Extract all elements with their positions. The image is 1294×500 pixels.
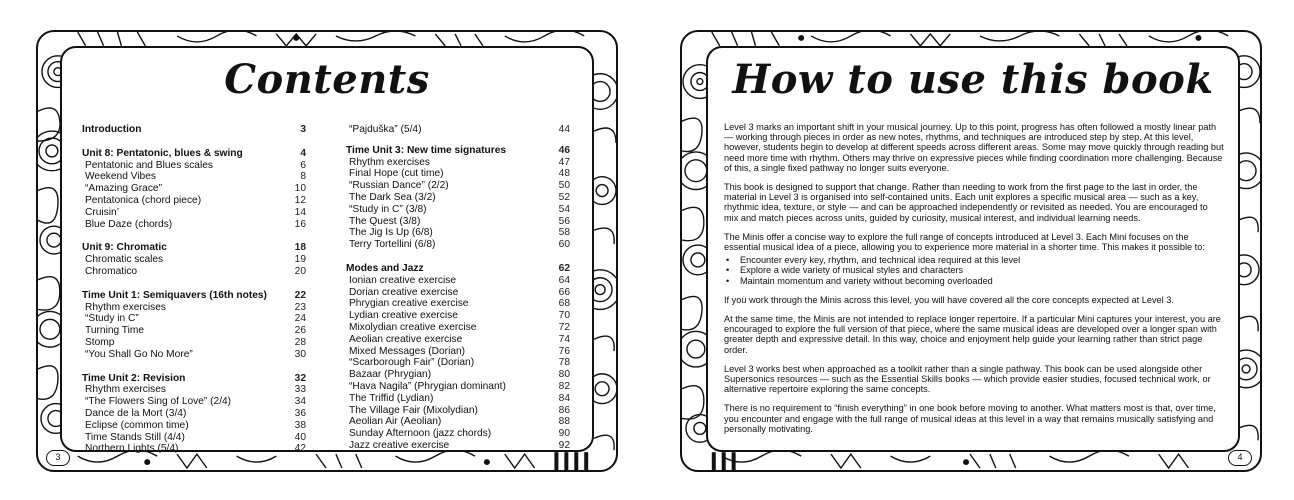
- toc-entry-page: 86: [558, 404, 570, 416]
- toc-entry: [82, 349, 306, 361]
- toc-entry: [82, 219, 306, 231]
- toc-entry-title: Pentatonic and Blues scales: [85, 159, 213, 171]
- toc-entry-page: 92: [558, 439, 570, 451]
- toc-entry-title: Blue Daze (chords): [85, 218, 173, 230]
- toc-entry-page: 8: [300, 171, 306, 183]
- toc-entry-title: The Triffid (Lydian): [349, 392, 434, 404]
- toc-entry-title: Modes and Jazz: [346, 262, 424, 274]
- toc-entry-title: Rhythm exercises: [85, 384, 166, 396]
- toc-entry-page: 48: [558, 168, 570, 180]
- toc-column-1: [82, 124, 306, 455]
- toc-entry-page: 58: [558, 227, 570, 239]
- toc-entry-page: 82: [558, 380, 570, 392]
- toc-entry: [82, 408, 306, 420]
- toc-entry-title: Time Unit 3: New time signatures: [346, 144, 507, 156]
- page-number: 3: [46, 450, 70, 466]
- toc-entry-title: Dance de la Mort (3/4): [85, 407, 187, 419]
- toc-entry-page: 54: [558, 203, 570, 215]
- toc-entry-page: 19: [294, 254, 306, 266]
- toc-entry-title: Aeolian creative exercise: [349, 333, 463, 345]
- toc-entry: [82, 443, 306, 455]
- toc-entry-page: 50: [558, 180, 570, 192]
- page-number: 4: [1228, 450, 1252, 466]
- toc-section-heading: [82, 242, 306, 254]
- toc-entry: [346, 192, 570, 204]
- toc-section-heading: [346, 145, 570, 157]
- toc-entry-title: Unit 9: Chromatic: [82, 242, 167, 254]
- toc-entry-title: “Scarborough Fair” (Dorian): [349, 357, 475, 369]
- toc-entry-title: Stomp: [85, 336, 115, 348]
- toc-entry-title: “The Flowers Sing of Love” (2/4): [85, 396, 232, 408]
- toc-entry-page: 64: [558, 274, 570, 286]
- toc-entry: [82, 183, 306, 195]
- paragraph: The Minis offer a concise way to explore the full range of concepts introduced at Level 3. Each Mini focuses on the essential musical idea of a piece, allowing you to experience more material in a shorter time. This makes it possible to:: [724, 231, 1205, 253]
- toc-entry-page: 6: [300, 159, 306, 171]
- toc-entry-title: Time Unit 2: Revision: [82, 372, 186, 384]
- toc-entry-page: 22: [294, 289, 306, 301]
- toc-entry: [346, 204, 570, 216]
- toc-spacer: [82, 136, 306, 148]
- toc-entry: [346, 381, 570, 393]
- toc-spacer: [82, 278, 306, 290]
- how-to-panel: [706, 46, 1240, 452]
- toc-entry-page: 68: [558, 298, 570, 310]
- toc-entry-title: “You Shall Go No More”: [85, 348, 193, 360]
- toc-section-heading: [82, 290, 306, 302]
- toc-entry-title: Final Hope (cut time): [349, 168, 444, 180]
- toc-entry-title: Dorian creative exercise: [349, 286, 459, 298]
- toc-entry-title: Rhythm exercises: [349, 156, 430, 168]
- toc-entry: [346, 440, 570, 452]
- toc-entry: [82, 266, 306, 278]
- toc-section-heading: [82, 148, 306, 160]
- toc-entry: [82, 207, 306, 219]
- toc-entry-page: 60: [558, 239, 570, 251]
- toc-entry: [82, 432, 306, 444]
- toc-entry-title: Lydian creative exercise: [349, 310, 458, 322]
- toc-entry-title: Ionian creative exercise: [349, 274, 457, 286]
- toc-entry: [346, 334, 570, 346]
- toc-entry-page: 24: [294, 313, 306, 325]
- toc-entry-page: 44: [558, 124, 570, 135]
- toc-entry: [82, 396, 306, 408]
- toc-entry-page: 47: [558, 156, 570, 168]
- page-title: How to use this book: [732, 56, 1214, 103]
- bullet-item: • Maintain momentum and variety without becoming overloaded: [724, 276, 1224, 286]
- toc-entry: [346, 322, 570, 334]
- toc-entry-page: 42: [294, 443, 306, 455]
- toc-entry-title: Jazz creative exercise: [349, 439, 450, 451]
- toc-entry-title: Time Stands Still (4/4): [85, 431, 185, 443]
- toc-entry: [82, 302, 306, 314]
- toc-entry-title: Sunday Afternoon (jazz chords): [349, 428, 492, 440]
- toc-entry-page: 46: [558, 144, 570, 156]
- toc-entry-page: 70: [558, 310, 570, 322]
- toc-entry-title: The Village Fair (Mixolydian): [349, 404, 478, 416]
- toc-entry-title: The Jig Is Up (6/8): [349, 227, 433, 239]
- toc-entry-page: 80: [558, 369, 570, 381]
- toc-section-heading: [346, 263, 570, 275]
- toc-entry: [346, 227, 570, 239]
- bullet-item: • Explore a wide variety of musical styles and characters: [724, 265, 1224, 275]
- toc-entry-title: Eclipse (common time): [85, 419, 189, 431]
- contents-panel: [60, 46, 594, 455]
- toc-entry-title: Northern Lights (5/4): [85, 443, 179, 455]
- toc-entry-page: 88: [558, 416, 570, 428]
- toc-section-heading: [82, 373, 306, 385]
- toc-spacer: [82, 361, 306, 373]
- toc-entry: [346, 346, 570, 358]
- toc-entry: [82, 325, 306, 337]
- paragraph: If you work through the Minis across this level, you will have covered all the core concepts expected at Level 3.: [724, 294, 1174, 305]
- toc-entry: [346, 416, 570, 428]
- toc-entry-title: “Amazing Grace”: [85, 183, 162, 195]
- toc-entry-title: Turning Time: [85, 325, 145, 337]
- toc-entry-page: 66: [558, 286, 570, 298]
- toc-entry-title: The Dark Sea (3/2): [349, 191, 436, 203]
- toc-entry: [346, 428, 570, 440]
- paragraph: Level 3 marks an important shift in your musical journey. Up to this point, progress has often followed a mostly linear path — working through pieces in order as new notes, rhythms, and techniques are introduced step by step. At this level, however, students begin to develop at different speeds across different areas. Some may move quickly through reading but need more time with rhythm. Others may thrive on expressive pieces while finding coordination more challenging. Because of this, a single fixed pathway no longer suits everyone.: [724, 122, 1224, 173]
- toc-entry: [346, 168, 570, 180]
- toc-entry: [346, 393, 570, 405]
- toc-entry-title: Phrygian creative exercise: [349, 298, 469, 310]
- toc-entry-page: 56: [558, 215, 570, 227]
- toc-spacer: [82, 230, 306, 242]
- toc-entry-page: 10: [294, 183, 306, 195]
- toc-entry-page: 33: [294, 384, 306, 396]
- toc-entry-title: The Quest (3/8): [349, 215, 421, 227]
- toc-entry-page: 52: [558, 191, 570, 203]
- toc-entry: [82, 160, 306, 172]
- toc-entry-page: 23: [294, 301, 306, 313]
- toc-entry: [346, 298, 570, 310]
- toc-entry: [82, 420, 306, 432]
- toc-entry: [346, 157, 570, 169]
- toc-column-2: [346, 124, 570, 452]
- toc-entry: [82, 384, 306, 396]
- toc-entry: [346, 287, 570, 299]
- paragraph: There is no requirement to “finish everything” in one book before moving to another. What matters most is that, over time, you encounter and engage with the full range of musical ideas at this level in a way that remains musically satisfying and personally motivating.: [724, 403, 1216, 434]
- toc-entry-page: 76: [558, 345, 570, 357]
- page-title: Contents: [224, 56, 430, 103]
- toc-entry: [346, 180, 570, 192]
- toc-entry: [346, 357, 570, 369]
- toc-entry-title: “Russian Dance” (2/2): [349, 180, 449, 192]
- toc-entry-title: Mixed Messages (Dorian): [349, 345, 466, 357]
- toc-entry-page: 34: [294, 396, 306, 408]
- toc-entry: [346, 405, 570, 417]
- bullet-item: • Encounter every key, rhythm, and technical idea required at this level: [724, 255, 1224, 265]
- toc-entry: [346, 310, 570, 322]
- toc-entry-title: “Study in C” (3/8): [349, 203, 427, 215]
- toc-entry-page: 38: [294, 419, 306, 431]
- toc-entry: [346, 239, 570, 251]
- toc-entry-page: 32: [294, 372, 306, 384]
- toc-entry-title: “Study in C”: [85, 313, 139, 325]
- toc-entry: [82, 254, 306, 266]
- toc-entry-title: Pentatonica (chord piece): [85, 194, 202, 206]
- toc-spacer: [346, 136, 570, 145]
- paragraph: At the same time, the Minis are not intended to replace longer repertoire. If a particular Mini captures your interest, you are encouraged to explore the full version of that piece, where the same musical ideas are developed over a longer span with greater depth and expressive detail. In this way, choice and enjoyment help guide your learning rather than strict page order.: [724, 314, 1221, 355]
- toc-entry-title: Mixolydian creative exercise: [349, 321, 477, 333]
- toc-entry: [82, 337, 306, 349]
- toc-entry: [346, 275, 570, 287]
- toc-entry-title: Chromatico: [85, 265, 138, 277]
- toc-entry: [346, 124, 570, 136]
- toc-spacer: [346, 251, 570, 263]
- toc-entry-title: Bazaar (Phrygian): [349, 369, 432, 381]
- toc-entry: [82, 195, 306, 207]
- toc-entry-page: 28: [294, 336, 306, 348]
- toc-entry: [346, 216, 570, 228]
- toc-entry: [82, 313, 306, 325]
- toc-entry-page: 74: [558, 333, 570, 345]
- body-text: [724, 122, 1224, 443]
- toc-entry-page: 26: [294, 325, 306, 337]
- toc-entry-title: “Hava Nagila” (Phrygian dominant): [349, 380, 506, 392]
- toc-entry-page: 78: [558, 357, 570, 369]
- toc-entry-page: 16: [294, 218, 306, 230]
- toc-entry-page: 36: [294, 407, 306, 419]
- toc-entry-page: 62: [558, 262, 570, 274]
- toc-entry-page: 3: [300, 124, 306, 135]
- toc-entry-page: 20: [294, 265, 306, 277]
- paragraph: Level 3 works best when approached as a toolkit rather than a single pathway. This book can be used alongside other Supersonics resources — such as the Essential Skills books — which provide easier studies, focused technical work, or alternative repertoire exploring the same concepts.: [724, 363, 1211, 395]
- paragraph: This book is designed to support that change. Rather than needing to work from the first page to the last in order, the material in Level 3 is organised into self-contained units. Each unit explores a specific musical area — such as a key, rhythmic idea, texture, or style — and can be approached independently or revisited as needed. You are encouraged to mix and match pieces across units, guided by curiosity, musical interest, and individual learning needs.: [724, 182, 1208, 223]
- toc-entry-page: 72: [558, 321, 570, 333]
- toc-entry-page: 18: [294, 242, 306, 254]
- how-to-page: [680, 30, 1262, 472]
- toc-entry-title: Cruisin’: [85, 206, 119, 218]
- toc-entry-title: Chromatic scales: [85, 254, 164, 266]
- toc-section-heading: [82, 124, 306, 136]
- toc-entry: [82, 171, 306, 183]
- toc-entry-page: 84: [558, 392, 570, 404]
- toc-entry-title: Introduction: [82, 124, 142, 135]
- toc-entry-page: 4: [300, 147, 306, 159]
- toc-entry-title: Time Unit 1: Semiquavers (16th notes): [82, 289, 267, 301]
- toc-entry-title: Rhythm exercises: [85, 301, 166, 313]
- toc-entry: [346, 369, 570, 381]
- toc-entry-title: Aeolian Air (Aeolian): [349, 416, 442, 428]
- toc-entry-page: 90: [558, 428, 570, 440]
- toc-entry-title: Weekend Vibes: [85, 171, 156, 183]
- toc-entry-title: Terry Tortellini (6/8): [349, 239, 436, 251]
- toc-entry-title: “Pajduška” (5/4): [349, 124, 422, 135]
- toc-entry-page: 40: [294, 431, 306, 443]
- bullet-list: [724, 255, 1224, 286]
- toc-entry-title: Unit 8: Pentatonic, blues & swing: [82, 147, 243, 159]
- toc-entry-page: 14: [294, 206, 306, 218]
- toc-entry-page: 30: [294, 348, 306, 360]
- contents-page: [36, 30, 618, 472]
- toc-entry-page: 12: [294, 194, 306, 206]
